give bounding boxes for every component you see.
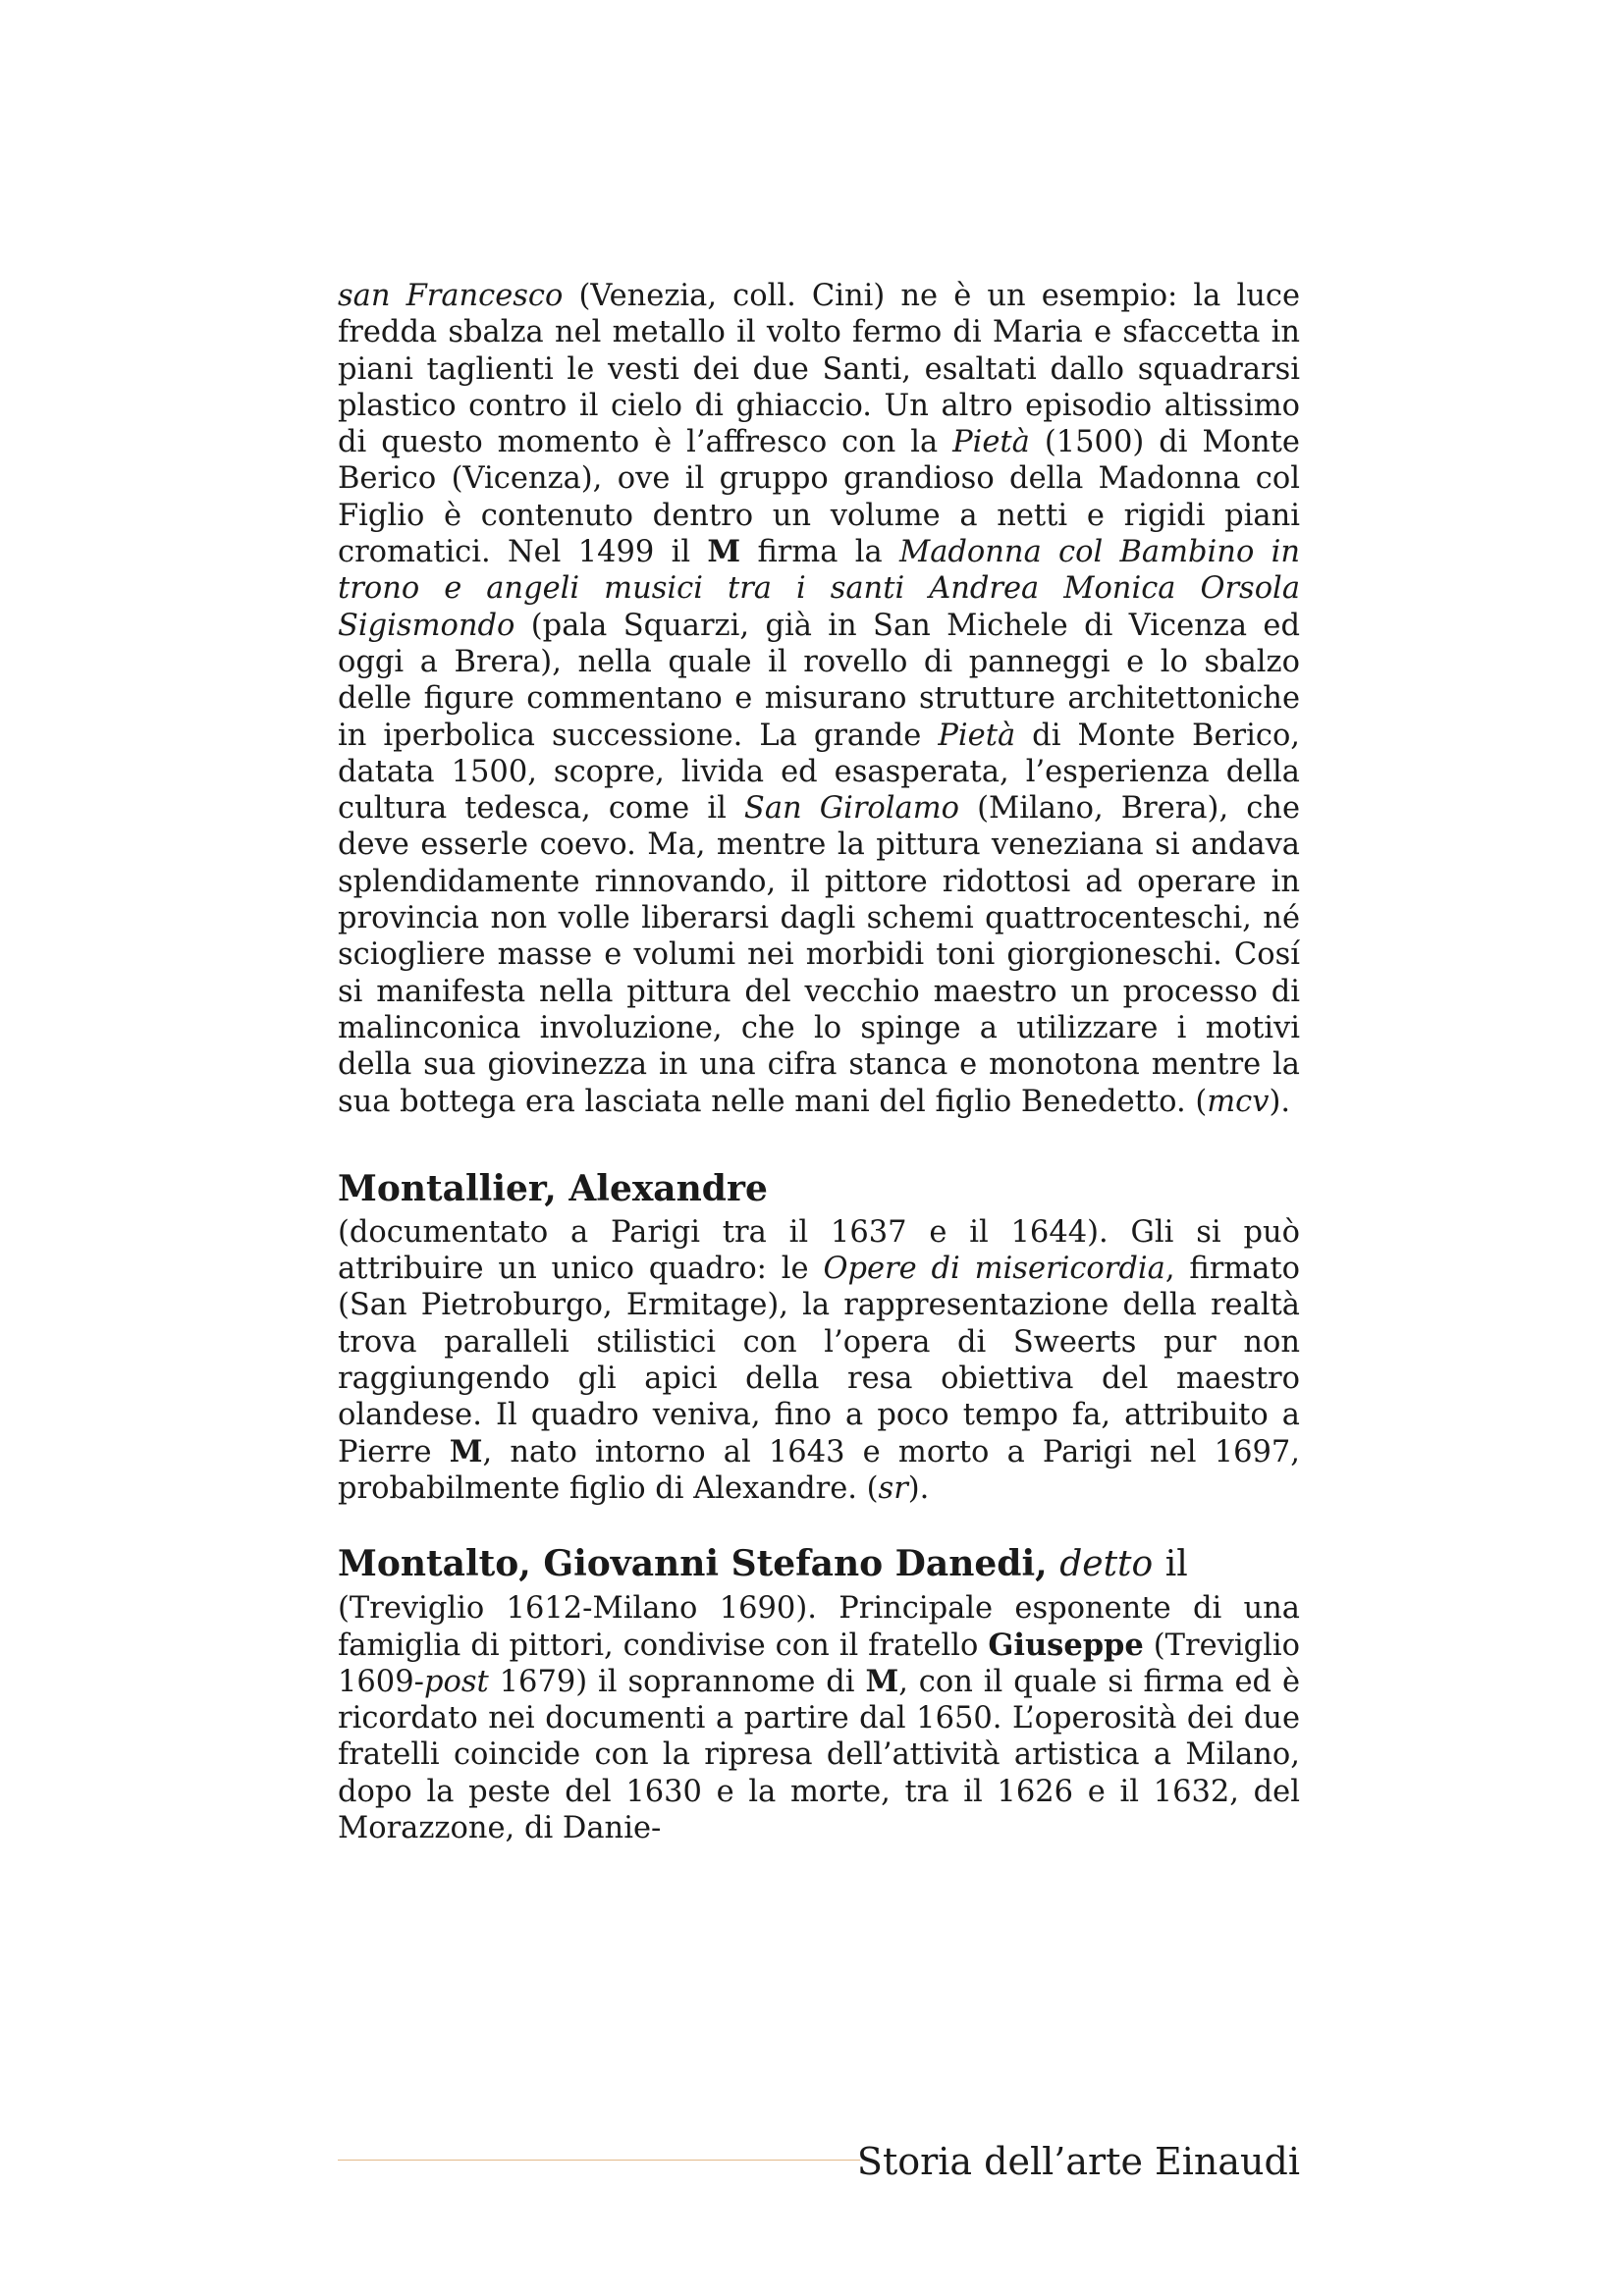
text-run: , firmato (San Pietroburgo, Ermitage), la rappresentazione della realtà trova paralleli stilistici con l’opera di Sweerts pur non raggiungendo gli apici della resa obiettiva del maestro olandese. Il quadro veniva, fino a poco tempo fa, attribuito a Pierre [338,1252,1301,1469]
text-column [338,278,1300,1846]
footer-title: Storia dell’arte Einaudi [856,2140,1300,2183]
italic-text: sr [878,1470,908,1506]
entry-title-montallier [338,1169,1300,1208]
footer-rule [338,2160,860,2161]
text-run: firma la [740,535,899,570]
entry-title-montalto-italic: detto [1059,1544,1154,1585]
text-run: (Venezia, coll. Cini) ne è un esempio: la luce fredda sbalza nel metallo il volto fermo di Maria e sfaccetta in piani taglienti le vesti dei due Santi, esaltati dallo squadrarsi plastico contro il cielo di ghiaccio. Un altro episodio altissimo di questo momento è l’affresco con la [338,279,1300,460]
text-run: ). [1269,1084,1291,1119]
text-run: (pala Squarzi, già in San Michele di Vicenza ed oggi a Brera), nella quale il rovello di panneggi e lo sbalzo delle figure commentano e misurano strutture architettoniche in iperbolica successione. La grande [338,608,1300,753]
italic-text: post [423,1664,489,1699]
italic-text: mcv [1207,1084,1270,1119]
entry-title-montallier-text: Montallier, Alexandre [338,1167,768,1209]
text-run: (Treviglio 1612-Milano 1690). Principale esponente di una famiglia di pittori, condivise con il fratello [338,1591,1300,1663]
text-run: , nato intorno al 1643 e morto a Parigi nel 1697, probabilmente figlio di Alexandre. ( [338,1434,1300,1506]
paragraph-continuation [338,278,1300,1120]
italic-text: Madonna col Bambino in trono e angeli musici tra i santi Andrea Monica Orsola Sigismondo [338,535,1300,643]
text-run: ). [907,1470,930,1506]
italic-text: san Francesco [338,279,564,313]
text-run: (Milano, Brera), che deve esserle coevo. Ma, mentre la pittura veneziana si andava splendidamente rinnovando, il pittore ridottosi ad operare in provincia non volle liberarsi dagli schemi quattrocenteschi, né sciogliere masse e volumi nei morbidi toni giorgioneschi. Cosí si manifesta nella pittura del vecchio maestro un processo di malinconica involuzione, che lo spinge a utilizzare i motivi della sua giovinezza in una cifra stanca e monotona mentre la sua bottega era lasciata nelle mani del figlio Benedetto. ( [338,791,1300,1119]
bold-text: M [865,1663,899,1699]
bold-text: M [707,534,741,570]
italic-text: Pietà [952,425,1030,460]
bold-text: Giuseppe [988,1627,1144,1663]
text-run: (documentato a Parigi tra il 1637 e il 1644). Gli si può attribuire un unico quadro: le [338,1214,1300,1287]
text-run: , con il quale si firma ed è ricordato nei documenti a partire dal 1650. L’operosità dei due fratelli coincide con la ripresa dell’attività artistica a Milano, dopo la peste del 1630 e la morte, tra il 1626 e il 1632, del Morazzone, di Danie- [338,1664,1300,1845]
text-run: (1500) di Monte Berico (Vicenza), ove il gruppo grandioso della Madonna col Figlio è contenuto dentro un volume a netti e rigidi piani cromatici. Nel 1499 il [338,425,1300,570]
text-run: (Treviglio 1609- [338,1628,1300,1699]
paragraph-montallier [338,1214,1300,1507]
entry-title-montalto-bold: Montalto, Giovanni Stefano Danedi, [338,1543,1048,1585]
paragraph-montalto [338,1590,1300,1846]
text-run: di Monte Berico, datata 1500, scopre, livida ed esasperata, l’esperienza della cultura tedesca, come il [338,718,1300,827]
italic-text: Opere di misericordia [823,1252,1165,1287]
text-run: 1679) il soprannome di [488,1664,866,1699]
bold-text: M [449,1433,483,1469]
italic-text: Pietà [938,718,1016,753]
entry-title-montalto-plain: il [1164,1544,1188,1585]
italic-text: San Girolamo [743,791,960,827]
entry-title-montalto [338,1544,1300,1584]
